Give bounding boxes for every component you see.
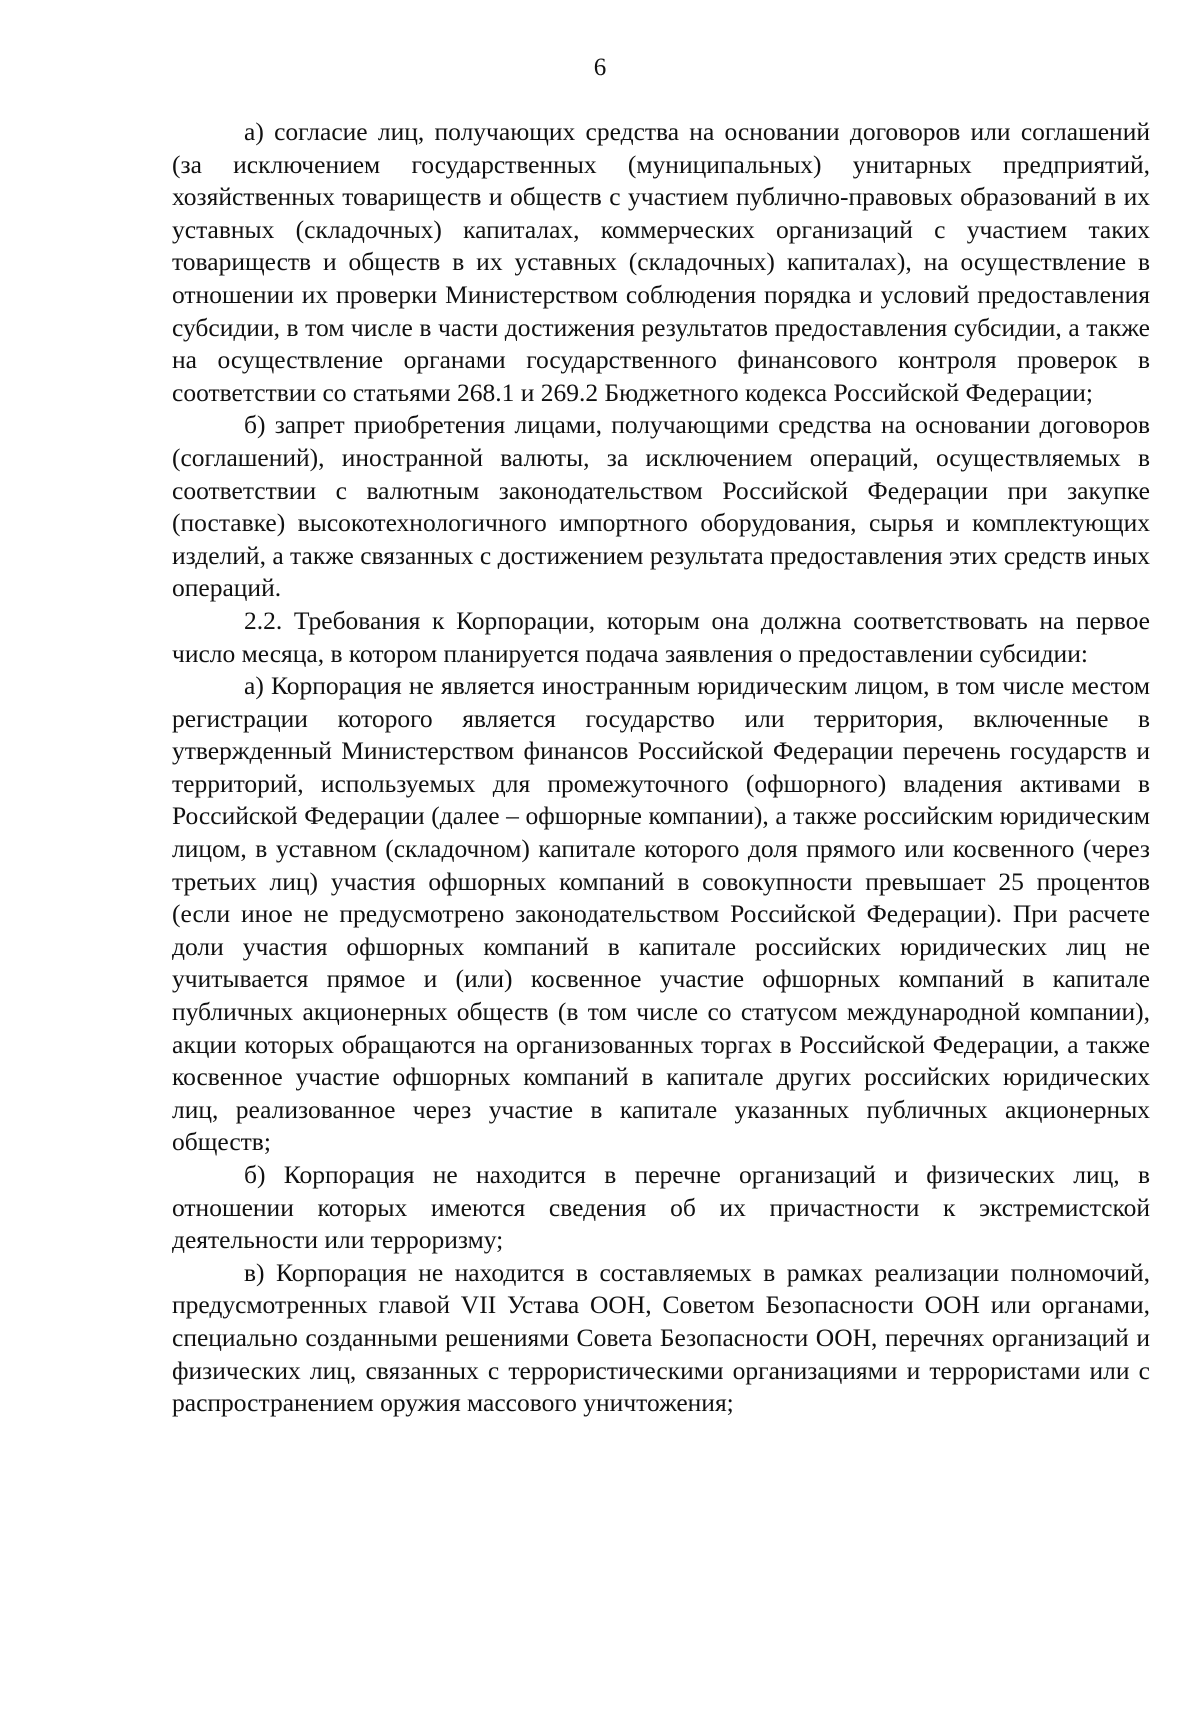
paragraph-currency-ban: б) запрет приобретения лицами, получающими средства на основании договоров (соглашений), иностранной валюты, за исключением операций, осуществляемых в соответствии с валютным законодательством Российской Федерации при закупке (поставке) высокотехнологичного импортного оборудования, сырья и комплектующих изделий, а также связанных с достижением результата предоставления этих средств иных операций.	[172, 410, 1150, 603]
paragraph-consent-verification: а) согласие лиц, получающих средства на основании договоров или соглашений (за исключением государственных (муниципальных) унитарных предприятий, хозяйственных товариществ и обществ с участием публично-правовых образований в их уставных (складочных) капиталах, коммерческих организаций с участием таких товариществ и обществ в их уставных (складочных) капиталах), на осуществление в отношении их проверки Министерством соблюдения порядка и условий предоставления субсидии, в том числе в части достижения результатов предоставления субсидии, а также на осуществление органами государственного финансового контроля проверок в соответствии со статьями 268.1 и 269.2 Бюджетного кодекса Российской Федерации;	[172, 117, 1150, 407]
paragraph-requirements-heading: 2.2. Требования к Корпорации, которым она должна соответствовать на первое число месяца, в котором планируется подача заявления о предоставлении субсидии:	[172, 605, 1150, 668]
paragraph-un-lists: в) Корпорация не находится в составляемых в рамках реализации полномочий, предусмотренных главой VII Устава ООН, Советом Безопасности ООН или органами, специально созданными решениями Совета Безопасности ООН, перечнях организаций и физических лиц, связанных с террористическими организациями и террористами или с распространением оружия массового уничтожения;	[172, 1257, 1150, 1418]
paragraph-offshore-requirement: а) Корпорация не является иностранным юридическим лицом, в том числе местом регистрации которого является государство или территория, включенные в утвержденный Министерством финансов Российской Федерации перечень государств и территорий, используемых для промежуточного (офшорного) владения активами в Российской Федерации (далее – офшорные компании), а также российским юридическим лицом, в уставном (складочном) капитале которого доля прямого или косвенного (через третьих лиц) участия офшорных компаний в совокупности превышает 25 процентов (если иное не предусмотрено законодательством Российской Федерации). При расчете доли участия офшорных компаний в капитале российских юридических лиц не учитывается прямое и (или) косвенное участие офшорных компаний в капитале публичных акционерных обществ (в том числе со статусом международной компании), акции которых обращаются на организованных торгах в Российской Федерации, а также косвенное участие офшорных компаний в капитале других российских юридических лиц, реализованное через участие в капитале указанных публичных акционерных обществ;	[172, 671, 1150, 1157]
page-number: 6	[593, 54, 607, 81]
paragraph-extremism-list: б) Корпорация не находится в перечне организаций и физических лиц, в отношении которых имеются сведения об их причастности к экстремистской деятельности или терроризму;	[172, 1160, 1150, 1255]
document-body	[172, 116, 1150, 1420]
